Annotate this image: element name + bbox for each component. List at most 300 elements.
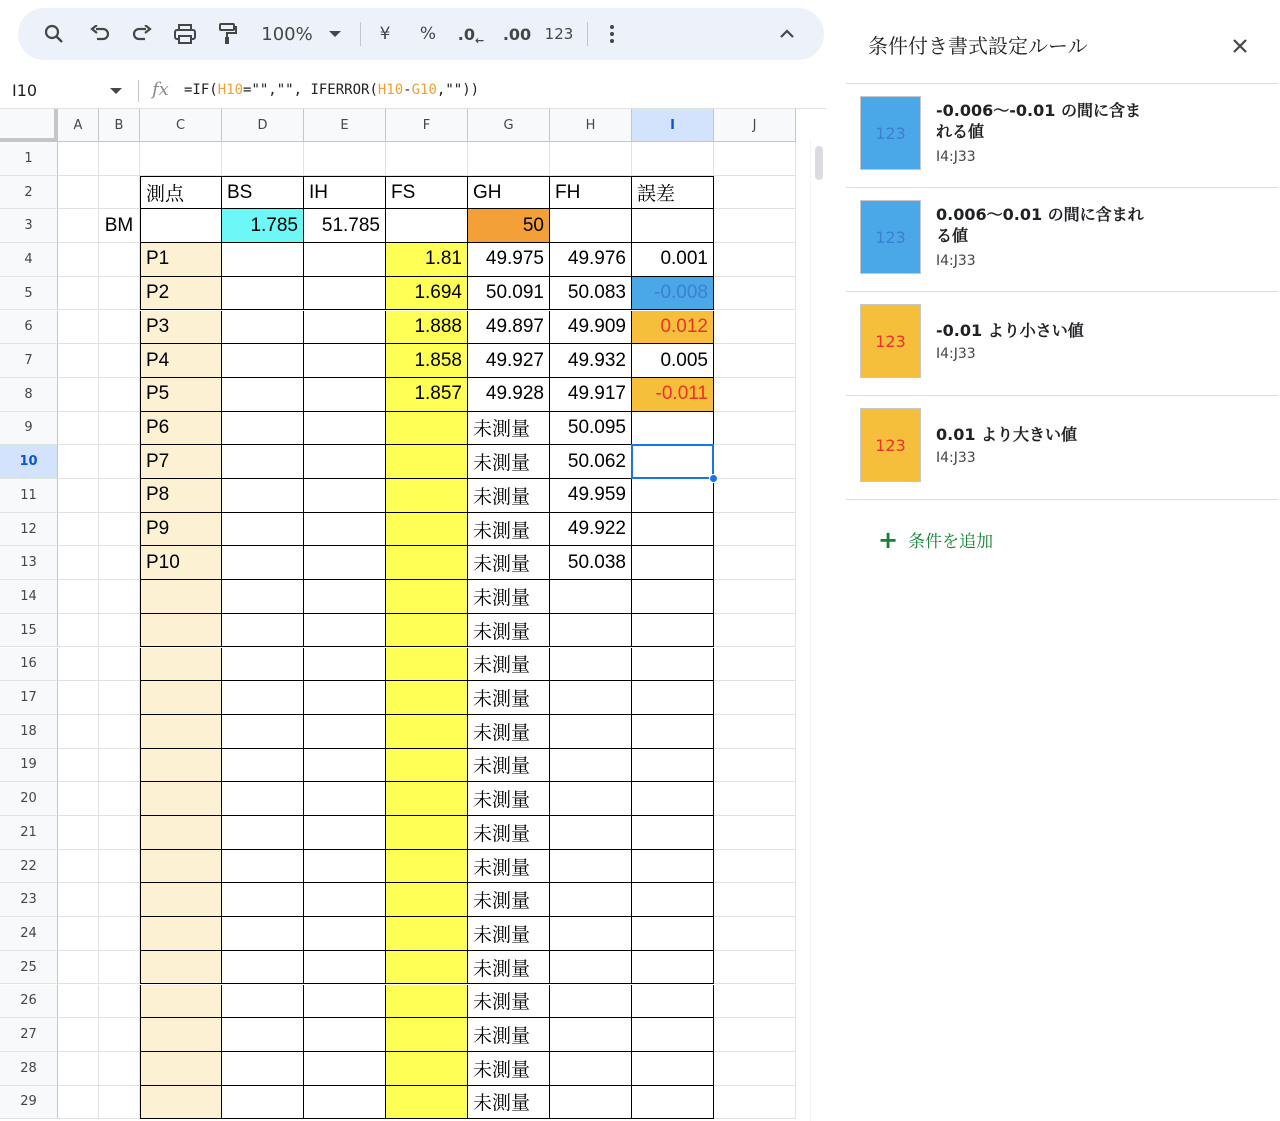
cell-b29[interactable] (99, 1086, 140, 1120)
cell-h24[interactable] (550, 917, 632, 951)
cell-e11[interactable] (304, 479, 386, 513)
spreadsheet-grid[interactable] (0, 109, 810, 1121)
cell-d11[interactable] (222, 479, 304, 513)
cell-d23[interactable] (222, 883, 304, 917)
cell-h9[interactable]: 50.095 (550, 412, 632, 446)
cell-g22[interactable]: 未測量 (468, 850, 550, 884)
cell-c4[interactable]: P1 (140, 243, 222, 277)
add-rule-button[interactable] (878, 527, 993, 552)
cell-h26[interactable] (550, 985, 632, 1019)
cell-h19[interactable] (550, 749, 632, 783)
cell-d14[interactable] (222, 580, 304, 614)
cell-e13[interactable] (304, 546, 386, 580)
row-header-4[interactable]: 4 (0, 243, 58, 277)
cell-a7[interactable] (58, 344, 99, 378)
cell-f28[interactable] (386, 1052, 468, 1086)
select-all-corner[interactable] (0, 109, 58, 142)
cell-b2[interactable] (99, 176, 140, 210)
close-panel-button[interactable] (1228, 34, 1252, 58)
cell-d22[interactable] (222, 850, 304, 884)
cell-i14[interactable] (632, 580, 714, 614)
cell-f8[interactable]: 1.857 (386, 378, 468, 412)
undo-button[interactable] (86, 8, 114, 60)
cell-i10[interactable] (632, 445, 714, 479)
cell-j25[interactable] (714, 951, 796, 985)
cell-c10[interactable]: P7 (140, 445, 222, 479)
row-header-24[interactable]: 24 (0, 917, 58, 951)
cell-d13[interactable] (222, 546, 304, 580)
cell-f2[interactable]: FS (386, 176, 468, 210)
cell-e23[interactable] (304, 883, 386, 917)
cell-a20[interactable] (58, 782, 99, 816)
cell-g8[interactable]: 49.928 (468, 378, 550, 412)
cell-b26[interactable] (99, 985, 140, 1019)
cell-j12[interactable] (714, 513, 796, 547)
cell-d27[interactable] (222, 1018, 304, 1052)
cell-d10[interactable] (222, 445, 304, 479)
print-button[interactable] (171, 8, 199, 60)
cell-b10[interactable] (99, 445, 140, 479)
cell-c15[interactable] (140, 614, 222, 648)
row-header-8[interactable]: 8 (0, 378, 58, 412)
cell-c6[interactable]: P3 (140, 311, 222, 345)
cell-b13[interactable] (99, 546, 140, 580)
paint-format-button[interactable] (214, 8, 242, 60)
cell-f29[interactable] (386, 1086, 468, 1120)
cell-j27[interactable] (714, 1018, 796, 1052)
cell-i15[interactable] (632, 614, 714, 648)
cell-i6[interactable]: 0.012 (632, 311, 714, 345)
cell-c7[interactable]: P4 (140, 344, 222, 378)
cell-h25[interactable] (550, 951, 632, 985)
cell-i12[interactable] (632, 513, 714, 547)
cell-a8[interactable] (58, 378, 99, 412)
cell-d19[interactable] (222, 749, 304, 783)
cell-c25[interactable] (140, 951, 222, 985)
format-rule[interactable] (846, 292, 1278, 396)
cell-a13[interactable] (58, 546, 99, 580)
cell-j3[interactable] (714, 209, 796, 243)
cell-f20[interactable] (386, 782, 468, 816)
cell-c21[interactable] (140, 816, 222, 850)
cell-b19[interactable] (99, 749, 140, 783)
row-header-3[interactable]: 3 (0, 209, 58, 243)
cell-d6[interactable] (222, 311, 304, 345)
cell-f14[interactable] (386, 580, 468, 614)
cell-i1[interactable] (632, 142, 714, 176)
cell-g3[interactable]: 50 (468, 209, 550, 243)
cell-c20[interactable] (140, 782, 222, 816)
cell-a2[interactable] (58, 176, 99, 210)
cell-h8[interactable]: 49.917 (550, 378, 632, 412)
cell-d17[interactable] (222, 681, 304, 715)
cell-j13[interactable] (714, 546, 796, 580)
cell-j22[interactable] (714, 850, 796, 884)
row-header-20[interactable]: 20 (0, 782, 58, 816)
cell-h16[interactable] (550, 648, 632, 682)
cell-b11[interactable] (99, 479, 140, 513)
row-header-23[interactable]: 23 (0, 883, 58, 917)
column-header-h[interactable]: H (550, 109, 632, 142)
redo-button[interactable] (128, 8, 156, 60)
cell-c28[interactable] (140, 1052, 222, 1086)
cell-f15[interactable] (386, 614, 468, 648)
cell-f22[interactable] (386, 850, 468, 884)
format-currency-button[interactable]: ¥ (379, 24, 391, 44)
cell-i28[interactable] (632, 1052, 714, 1086)
cell-h17[interactable] (550, 681, 632, 715)
cell-a29[interactable] (58, 1086, 99, 1120)
cell-i8[interactable]: -0.011 (632, 378, 714, 412)
name-box[interactable]: I10 (12, 81, 38, 100)
cell-b8[interactable] (99, 378, 140, 412)
cell-i24[interactable] (632, 917, 714, 951)
cell-h22[interactable] (550, 850, 632, 884)
row-header-9[interactable]: 9 (0, 412, 58, 446)
cell-d7[interactable] (222, 344, 304, 378)
cell-j14[interactable] (714, 580, 796, 614)
cell-c22[interactable] (140, 850, 222, 884)
name-box-dropdown-icon[interactable] (110, 88, 122, 94)
cell-d5[interactable] (222, 277, 304, 311)
cell-e8[interactable] (304, 378, 386, 412)
cell-i17[interactable] (632, 681, 714, 715)
cell-j8[interactable] (714, 378, 796, 412)
cell-e17[interactable] (304, 681, 386, 715)
cell-d1[interactable] (222, 142, 304, 176)
cell-e24[interactable] (304, 917, 386, 951)
cell-e12[interactable] (304, 513, 386, 547)
cell-a28[interactable] (58, 1052, 99, 1086)
cell-e15[interactable] (304, 614, 386, 648)
row-header-13[interactable]: 13 (0, 546, 58, 580)
cell-f1[interactable] (386, 142, 468, 176)
cell-d29[interactable] (222, 1086, 304, 1120)
cell-b9[interactable] (99, 412, 140, 446)
cell-j5[interactable] (714, 277, 796, 311)
cell-a14[interactable] (58, 580, 99, 614)
cell-a1[interactable] (58, 142, 99, 176)
cell-c13[interactable]: P10 (140, 546, 222, 580)
cell-g29[interactable]: 未測量 (468, 1086, 550, 1120)
cell-e4[interactable] (304, 243, 386, 277)
cell-h2[interactable]: FH (550, 176, 632, 210)
cell-h7[interactable]: 49.932 (550, 344, 632, 378)
cell-j4[interactable] (714, 243, 796, 277)
formula-input[interactable] (184, 82, 479, 98)
cell-f5[interactable]: 1.694 (386, 277, 468, 311)
row-header-16[interactable]: 16 (0, 648, 58, 682)
cell-g24[interactable]: 未測量 (468, 917, 550, 951)
cell-g16[interactable]: 未測量 (468, 648, 550, 682)
cell-h27[interactable] (550, 1018, 632, 1052)
cell-g4[interactable]: 49.975 (468, 243, 550, 277)
cell-g15[interactable]: 未測量 (468, 614, 550, 648)
collapse-menus-button[interactable] (774, 8, 800, 60)
cell-a23[interactable] (58, 883, 99, 917)
row-header-21[interactable]: 21 (0, 816, 58, 850)
cell-f10[interactable] (386, 445, 468, 479)
cell-b20[interactable] (99, 782, 140, 816)
cell-j11[interactable] (714, 479, 796, 513)
cell-e19[interactable] (304, 749, 386, 783)
cell-d20[interactable] (222, 782, 304, 816)
cell-h13[interactable]: 50.038 (550, 546, 632, 580)
cell-d21[interactable] (222, 816, 304, 850)
cell-g2[interactable]: GH (468, 176, 550, 210)
cell-f4[interactable]: 1.81 (386, 243, 468, 277)
cell-g26[interactable]: 未測量 (468, 985, 550, 1019)
search-menus-button[interactable] (40, 8, 68, 60)
more-options-button[interactable] (602, 8, 622, 60)
cell-i18[interactable] (632, 715, 714, 749)
cell-i29[interactable] (632, 1086, 714, 1120)
cell-i26[interactable] (632, 985, 714, 1019)
cell-b1[interactable] (99, 142, 140, 176)
row-header-1[interactable]: 1 (0, 142, 58, 176)
cell-a11[interactable] (58, 479, 99, 513)
cell-i25[interactable] (632, 951, 714, 985)
cell-d8[interactable] (222, 378, 304, 412)
cell-a4[interactable] (58, 243, 99, 277)
cell-g17[interactable]: 未測量 (468, 681, 550, 715)
cell-i2[interactable]: 誤差 (632, 176, 714, 210)
cell-f19[interactable] (386, 749, 468, 783)
cell-d26[interactable] (222, 985, 304, 1019)
cell-i5[interactable]: -0.008 (632, 277, 714, 311)
cell-i16[interactable] (632, 648, 714, 682)
column-header-f[interactable]: F (386, 109, 468, 142)
row-header-26[interactable]: 26 (0, 985, 58, 1019)
column-header-e[interactable]: E (304, 109, 386, 142)
cell-a5[interactable] (58, 277, 99, 311)
cell-e25[interactable] (304, 951, 386, 985)
cell-c9[interactable]: P6 (140, 412, 222, 446)
cell-h28[interactable] (550, 1052, 632, 1086)
column-header-i[interactable]: I (632, 109, 714, 142)
cell-b16[interactable] (99, 648, 140, 682)
cell-b14[interactable] (99, 580, 140, 614)
scrollbar-thumb[interactable] (815, 146, 823, 180)
cell-i13[interactable] (632, 546, 714, 580)
row-header-10[interactable]: 10 (0, 445, 58, 479)
cell-d25[interactable] (222, 951, 304, 985)
cell-e6[interactable] (304, 311, 386, 345)
cell-h1[interactable] (550, 142, 632, 176)
cell-j9[interactable] (714, 412, 796, 446)
cell-g7[interactable]: 49.927 (468, 344, 550, 378)
cell-g28[interactable]: 未測量 (468, 1052, 550, 1086)
cell-h11[interactable]: 49.959 (550, 479, 632, 513)
row-header-2[interactable]: 2 (0, 176, 58, 210)
cell-g14[interactable]: 未測量 (468, 580, 550, 614)
fill-handle[interactable] (709, 474, 718, 483)
cell-e5[interactable] (304, 277, 386, 311)
cell-f23[interactable] (386, 883, 468, 917)
cell-j6[interactable] (714, 311, 796, 345)
cell-b21[interactable] (99, 816, 140, 850)
cell-b4[interactable] (99, 243, 140, 277)
row-header-29[interactable]: 29 (0, 1086, 58, 1120)
cell-c16[interactable] (140, 648, 222, 682)
row-header-15[interactable]: 15 (0, 614, 58, 648)
column-header-a[interactable]: A (58, 109, 99, 142)
cell-h14[interactable] (550, 580, 632, 614)
cell-b12[interactable] (99, 513, 140, 547)
cell-b3[interactable]: BM (99, 209, 140, 243)
cell-d2[interactable]: BS (222, 176, 304, 210)
cell-b23[interactable] (99, 883, 140, 917)
cell-f9[interactable] (386, 412, 468, 446)
cell-g13[interactable]: 未測量 (468, 546, 550, 580)
vertical-scrollbar[interactable] (810, 140, 826, 1121)
cell-i22[interactable] (632, 850, 714, 884)
cell-h29[interactable] (550, 1086, 632, 1120)
cell-i19[interactable] (632, 749, 714, 783)
cell-c19[interactable] (140, 749, 222, 783)
cell-c18[interactable] (140, 715, 222, 749)
cell-f21[interactable] (386, 816, 468, 850)
cell-d12[interactable] (222, 513, 304, 547)
zoom-dropdown-button[interactable] (326, 8, 344, 60)
decrease-decimal-button[interactable] (456, 8, 486, 60)
cell-g23[interactable]: 未測量 (468, 883, 550, 917)
cell-c14[interactable] (140, 580, 222, 614)
cell-g10[interactable]: 未測量 (468, 445, 550, 479)
cell-c12[interactable]: P9 (140, 513, 222, 547)
cell-e22[interactable] (304, 850, 386, 884)
cell-f6[interactable]: 1.888 (386, 311, 468, 345)
cell-j18[interactable] (714, 715, 796, 749)
cell-c3[interactable] (140, 209, 222, 243)
row-header-11[interactable]: 11 (0, 479, 58, 513)
row-header-17[interactable]: 17 (0, 681, 58, 715)
cell-j17[interactable] (714, 681, 796, 715)
format-percent-button[interactable]: % (419, 24, 437, 44)
cell-c1[interactable] (140, 142, 222, 176)
cell-j24[interactable] (714, 917, 796, 951)
cell-f12[interactable] (386, 513, 468, 547)
row-header-12[interactable]: 12 (0, 513, 58, 547)
cell-g1[interactable] (468, 142, 550, 176)
cell-a16[interactable] (58, 648, 99, 682)
cell-f26[interactable] (386, 985, 468, 1019)
cell-c11[interactable]: P8 (140, 479, 222, 513)
cell-c27[interactable] (140, 1018, 222, 1052)
cell-h10[interactable]: 50.062 (550, 445, 632, 479)
cell-c5[interactable]: P2 (140, 277, 222, 311)
row-header-28[interactable]: 28 (0, 1052, 58, 1086)
cell-h21[interactable] (550, 816, 632, 850)
cell-e28[interactable] (304, 1052, 386, 1086)
cell-e2[interactable]: IH (304, 176, 386, 210)
cell-a9[interactable] (58, 412, 99, 446)
row-header-14[interactable]: 14 (0, 580, 58, 614)
column-header-j[interactable]: J (714, 109, 796, 142)
zoom-value[interactable]: 100% (261, 23, 313, 45)
cell-b15[interactable] (99, 614, 140, 648)
cell-g19[interactable]: 未測量 (468, 749, 550, 783)
cell-b28[interactable] (99, 1052, 140, 1086)
cell-g27[interactable]: 未測量 (468, 1018, 550, 1052)
cell-h18[interactable] (550, 715, 632, 749)
cell-i20[interactable] (632, 782, 714, 816)
cell-c24[interactable] (140, 917, 222, 951)
column-header-d[interactable]: D (222, 109, 304, 142)
cell-f13[interactable] (386, 546, 468, 580)
cell-a22[interactable] (58, 850, 99, 884)
cell-f18[interactable] (386, 715, 468, 749)
cell-a24[interactable] (58, 917, 99, 951)
cell-i4[interactable]: 0.001 (632, 243, 714, 277)
increase-decimal-button[interactable] (500, 8, 534, 60)
cell-g25[interactable]: 未測量 (468, 951, 550, 985)
cell-h20[interactable] (550, 782, 632, 816)
row-header-19[interactable]: 19 (0, 749, 58, 783)
cell-d28[interactable] (222, 1052, 304, 1086)
cell-j7[interactable] (714, 344, 796, 378)
cell-j2[interactable] (714, 176, 796, 210)
cell-e7[interactable] (304, 344, 386, 378)
cell-j21[interactable] (714, 816, 796, 850)
cell-e3[interactable]: 51.785 (304, 209, 386, 243)
cell-j16[interactable] (714, 648, 796, 682)
cell-b24[interactable] (99, 917, 140, 951)
cell-j29[interactable] (714, 1086, 796, 1120)
format-rule[interactable] (846, 188, 1278, 292)
cell-c17[interactable] (140, 681, 222, 715)
cell-i27[interactable] (632, 1018, 714, 1052)
cell-f16[interactable] (386, 648, 468, 682)
cell-d4[interactable] (222, 243, 304, 277)
cell-a19[interactable] (58, 749, 99, 783)
row-header-5[interactable]: 5 (0, 277, 58, 311)
cell-b22[interactable] (99, 850, 140, 884)
row-header-6[interactable]: 6 (0, 311, 58, 345)
cell-f25[interactable] (386, 951, 468, 985)
cell-h5[interactable]: 50.083 (550, 277, 632, 311)
cell-a27[interactable] (58, 1018, 99, 1052)
cell-a18[interactable] (58, 715, 99, 749)
row-header-18[interactable]: 18 (0, 715, 58, 749)
cell-f11[interactable] (386, 479, 468, 513)
cell-f24[interactable] (386, 917, 468, 951)
cell-c26[interactable] (140, 985, 222, 1019)
cell-e29[interactable] (304, 1086, 386, 1120)
cell-a26[interactable] (58, 985, 99, 1019)
cell-c2[interactable]: 測点 (140, 176, 222, 210)
cell-h23[interactable] (550, 883, 632, 917)
cell-b6[interactable] (99, 311, 140, 345)
cell-c23[interactable] (140, 883, 222, 917)
cell-e26[interactable] (304, 985, 386, 1019)
cell-b17[interactable] (99, 681, 140, 715)
cell-e14[interactable] (304, 580, 386, 614)
cell-d3[interactable]: 1.785 (222, 209, 304, 243)
cell-d9[interactable] (222, 412, 304, 446)
cell-d16[interactable] (222, 648, 304, 682)
more-formats-button[interactable]: 123 (544, 25, 574, 43)
cell-a21[interactable] (58, 816, 99, 850)
cell-b25[interactable] (99, 951, 140, 985)
cell-g5[interactable]: 50.091 (468, 277, 550, 311)
cell-a3[interactable] (58, 209, 99, 243)
cell-i7[interactable]: 0.005 (632, 344, 714, 378)
cell-j20[interactable] (714, 782, 796, 816)
cell-d15[interactable] (222, 614, 304, 648)
cell-d18[interactable] (222, 715, 304, 749)
cell-f3[interactable] (386, 209, 468, 243)
